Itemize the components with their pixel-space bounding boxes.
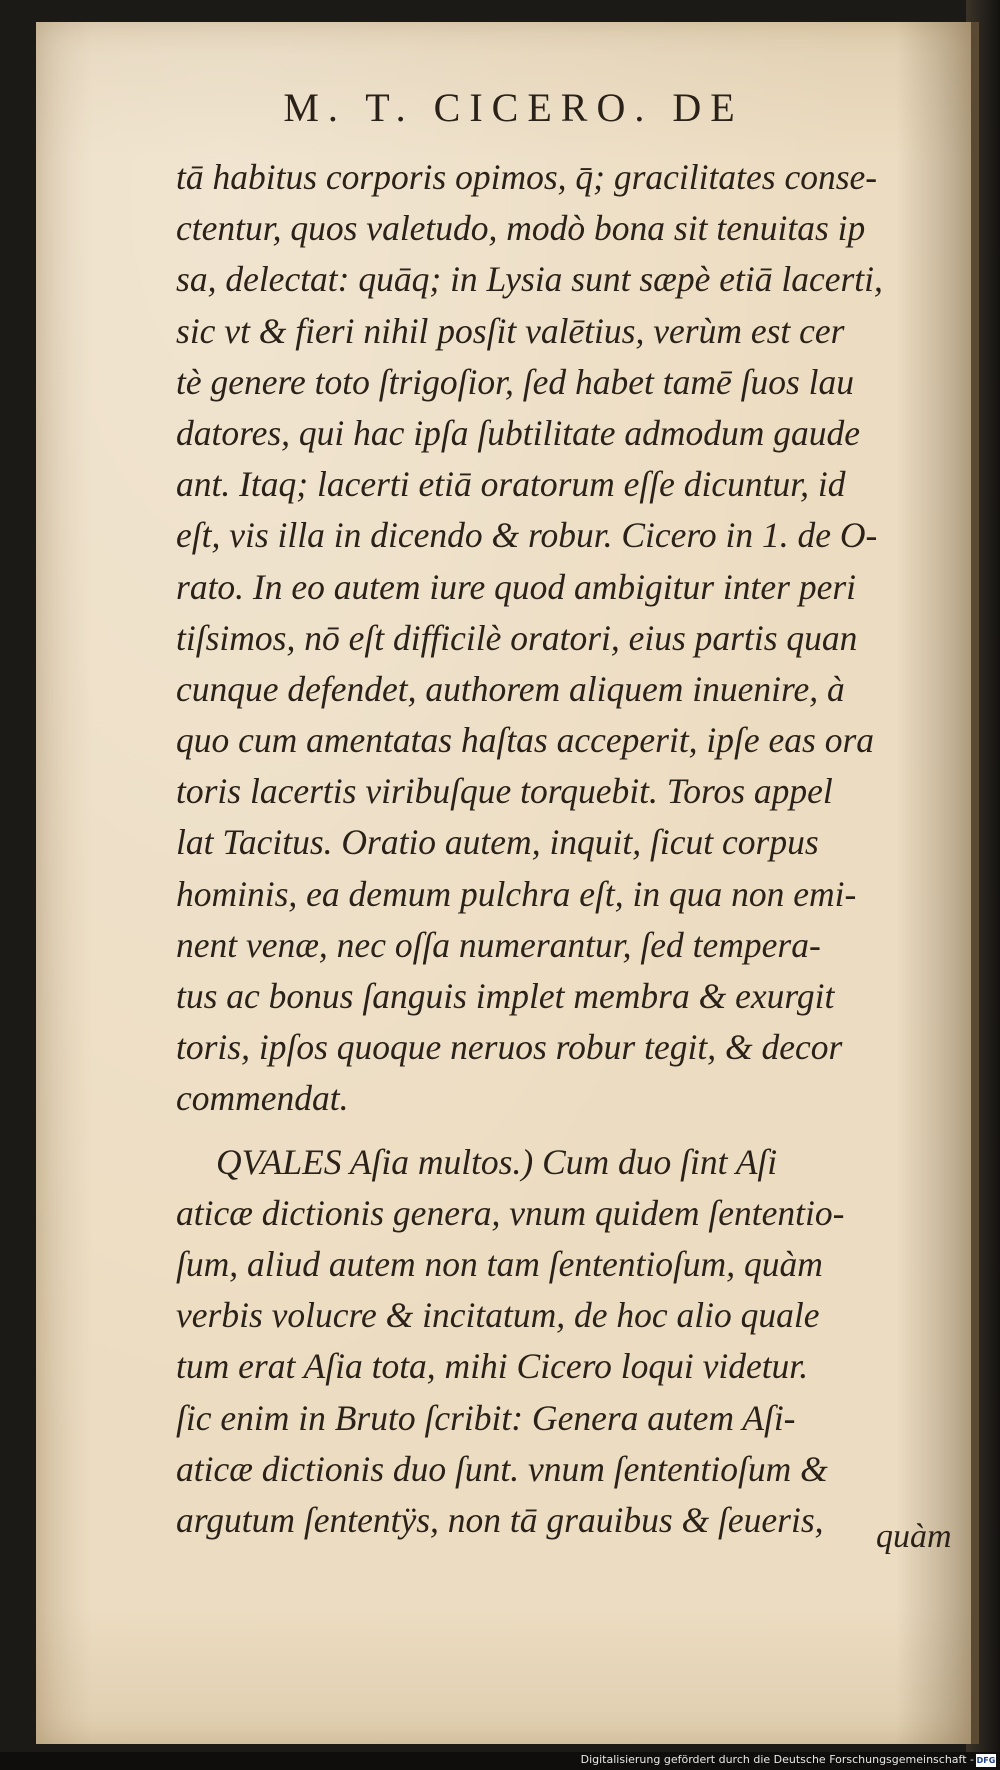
text-line: sic vt & fieri nihil posſit valētius, verùm est cer	[176, 310, 845, 351]
text-line: toris lacertis viribuſque torquebit. Toros appel	[176, 771, 833, 812]
text-line: tā habitus corporis opimos, q̄; gracilitates conse-	[176, 157, 878, 197]
text-line: tus ac bonus ſanguis implet membra & exurgit	[176, 976, 835, 1016]
running-head: M. T. CICERO. DE	[283, 85, 744, 130]
text-line: hominis, ea demum pulchra eſt, in qua non emi-	[176, 873, 857, 914]
text-line: datores, qui hac ipſa ſubtilitate admodum gaude	[176, 412, 860, 453]
text-line: eſt, vis illa in dicendo & robur. Cicero in 1. de O-	[176, 515, 878, 556]
text-line: tiſsimos, nō eſt difficilè oratori, eius partis quan	[176, 617, 858, 658]
text-line: verbis volucre & incitatum, de hoc alio quale	[176, 1295, 820, 1336]
text-line: cunque defendet, authorem aliquem inuenire, à	[176, 668, 845, 709]
text-line: toris, ipſos quoque neruos robur tegit, & decor	[176, 1027, 843, 1068]
text-line: nent venæ, nec oſſa numerantur, ſed tempera-	[176, 924, 821, 965]
text-line: commendat.	[176, 1078, 349, 1119]
text-line: QVALES Aſia multos.) Cum duo ſint Aſi	[216, 1141, 778, 1182]
text-line: ctentur, quos valetudo, modò bona sit tenuitas ip	[176, 208, 866, 249]
text-line: sa, delectat: quāq; in Lysia sunt sæpè etiā lacerti,	[176, 259, 883, 300]
text-line: quo cum amentatas haſtas acceperit, ipſe eas ora	[176, 720, 875, 761]
catchword: quàm	[876, 1518, 952, 1555]
text-line: ſic enim in Bruto ſcribit: Genera autem Aſi-	[176, 1397, 796, 1438]
book-page	[36, 22, 979, 1744]
text-line: ſum, aliud autem non tam ſententioſum, quàm	[176, 1243, 823, 1284]
paragraph-1	[176, 152, 966, 1125]
text-block	[176, 152, 966, 1546]
text-line: rato. In eo autem iure quod ambigitur inter peri	[176, 566, 857, 607]
footer-credit: Digitalisierung gefördert durch die Deutsche Forschungsgemeinschaft -	[580, 1753, 974, 1766]
text-line: aticæ dictionis genera, vnum quidem ſententio-	[176, 1192, 845, 1233]
text-line: argutum ſententÿs, non tā grauibus & ſeueris,	[176, 1499, 824, 1540]
text-line: tum erat Aſia tota, mihi Cicero loqui videtur.	[176, 1346, 809, 1387]
paragraph-2	[176, 1137, 966, 1547]
text-line: ant. Itaq; lacerti etiā oratorum eſſe dicuntur, id	[176, 464, 846, 505]
text-line: aticæ dictionis duo ſunt. vnum ſententioſum &	[176, 1448, 828, 1489]
dfg-logo-icon: DFG	[976, 1756, 996, 1765]
paragraph-gap	[176, 1125, 966, 1137]
text-line: lat Tacitus. Oratio autem, inquit, ſicut corpus	[176, 822, 819, 863]
text-line: tè genere toto ſtrigoſior, ſed habet tamē ſuos lau	[176, 361, 855, 402]
